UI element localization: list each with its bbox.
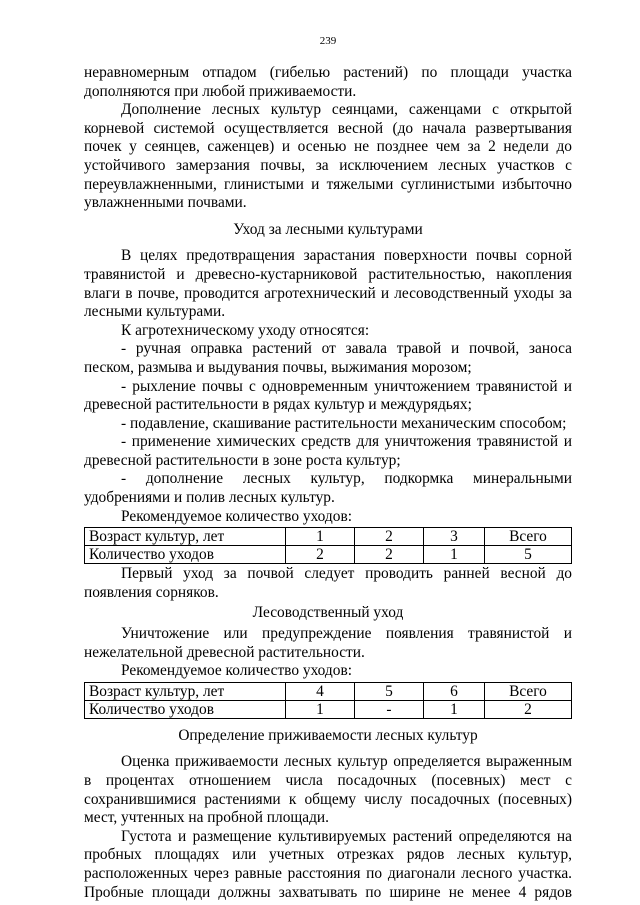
table-cell: 1 <box>286 528 355 546</box>
table-cell: Всего <box>485 682 572 700</box>
table-cell: Количество уходов <box>85 700 286 718</box>
table-header-row <box>85 528 572 546</box>
paragraph: В целях предотвращения зарастания поверхности почвы сорной травянистой и древесно-кустарниковой растительностью, накопления влаги в почве, проводится агротехнический и лесоводственный уходы за лесными культурами. <box>84 247 572 321</box>
table-cell: 2 <box>286 546 355 564</box>
paragraph: К агротехническому уходу относятся: <box>121 321 370 339</box>
table-cell: 1 <box>424 700 485 718</box>
page-number: 239 <box>319 35 337 47</box>
care-table-2 <box>84 682 572 719</box>
list-item: - дополнение лесных культур, подкормка минеральными удобрениями и полив лесных культур. <box>84 470 572 507</box>
table-cell: 1 <box>286 700 355 718</box>
paragraph: Рекомендуемое количество уходов: <box>121 662 352 680</box>
table-cell: Всего <box>485 528 572 546</box>
list-item: - применение химических средств для уничтожения травянистой и древесной растительности в зоне роста культур; <box>84 433 572 469</box>
paragraph: Первый уход за почвой следует проводить ранней весной до появления сорняков. <box>84 565 572 601</box>
table-cell: 5 <box>485 546 572 564</box>
paragraph: Оценка приживаемости лесных культур определяется выраженным в процентах отношением числа посадочных (посевных) мест с сохранившимися растениями к общему числу посадочных (посевных) мест, учтенных на пробной площади. <box>84 753 572 827</box>
table-row <box>85 546 572 564</box>
table-cell: 2 <box>355 546 424 564</box>
table-header-row <box>85 682 572 700</box>
table-cell: 6 <box>424 682 485 700</box>
list-item: - рыхление почвы с одновременным уничтожением травянистой и древесной растительности в рядах культур и междурядьях; <box>84 377 572 414</box>
table-cell: 1 <box>424 546 485 564</box>
paragraph: Дополнение лесных культур сеянцами, саженцами с открытой корневой системой осуществляется весной (до начала развертывания почек у сеянцев, саженцев) и осенью не позднее чем за 2 недели до устойчивого замерзания почвы, за исключением лесных участков с переувлажненными, глинистыми и тяжелыми суглинистыми избыточно увлажненными почвами. <box>84 101 572 212</box>
table-cell: - <box>355 700 424 718</box>
paragraph: Уничтожение или предупреждение появления травянистой и нежелательной древесной растительности. <box>84 625 572 661</box>
table-cell: 2 <box>355 528 424 546</box>
table-cell: 5 <box>355 682 424 700</box>
paragraph: неравномерным отпадом (гибелью растений) по площади участка дополняются при любой приживаемости. <box>84 64 572 100</box>
section-heading: Лесоводственный уход <box>252 604 404 622</box>
document-page <box>84 34 572 902</box>
table-cell: 2 <box>485 700 572 718</box>
care-table-1 <box>84 527 572 564</box>
paragraph: Густота и размещение культивируемых растений определяются на пробных площадях или учетных отрезках рядов лесных культур, расположенных через равные расстояния по диагонали лесного участка. Пробные площади должны захватывать по ширине не менее 4 рядов <box>84 827 572 901</box>
list-item: - подавление, скашивание растительности механическим способом; <box>121 414 567 432</box>
table-cell: Количество уходов <box>85 546 286 564</box>
section-heading: Уход за лесными культурами <box>233 220 423 238</box>
section-heading: Определение приживаемости лесных культур <box>178 726 478 744</box>
paragraph: Рекомендуемое количество уходов: <box>121 507 352 525</box>
list-item: - ручная оправка растений от завала травой и почвой, заноса песком, размыва и выдувания почвы, выжимания морозом; <box>84 340 572 376</box>
table-cell: Возраст культур, лет <box>85 528 286 546</box>
table-cell: Возраст культур, лет <box>85 682 286 700</box>
table-cell: 4 <box>286 682 355 700</box>
table-row <box>85 700 572 718</box>
table-cell: 3 <box>424 528 485 546</box>
